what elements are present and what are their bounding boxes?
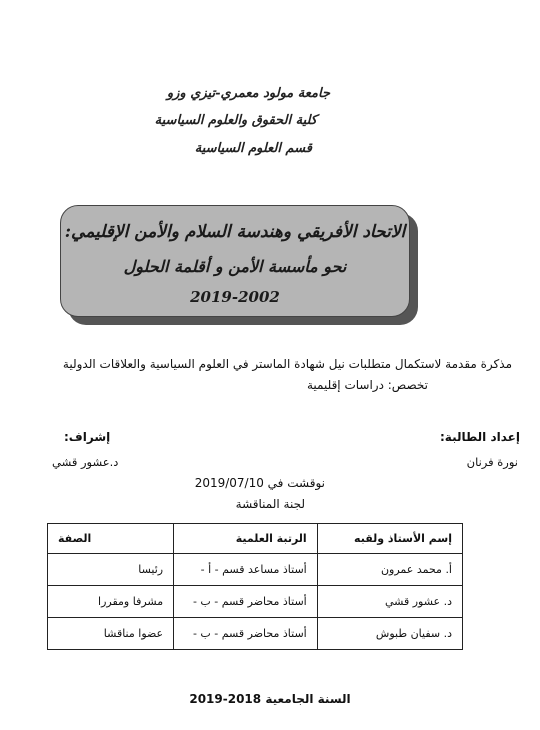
student-name: نورة فرنان: [466, 455, 518, 469]
member-rank: أستاذ محاضر قسم - ب -: [174, 618, 318, 650]
table-row: [48, 586, 463, 618]
defense-date: نوقشت في 2019/07/10: [194, 476, 325, 490]
student-label: إعداد الطالبة:: [440, 430, 520, 444]
table-row: [48, 554, 463, 586]
member-rank: أستاذ محاضر قسم - ب -: [174, 586, 318, 618]
thesis-description: مذكرة مقدمة لاستكمال متطلبات نيل شهادة الماستر في العلوم السياسية والعلاقات الدولية: [62, 357, 512, 371]
university-name: جامعة مولود معمري-تيزي وزو: [166, 86, 330, 101]
header-rank: الرتبة العلمية: [174, 524, 318, 554]
faculty-name: كلية الحقوق والعلوم السياسية: [154, 113, 317, 128]
department-name: قسم العلوم السياسية: [194, 141, 312, 156]
supervisor-label: إشراف:: [64, 430, 111, 444]
thesis-title-line1: الاتحاد الأفريقي وهندسة السلام والأمن الإقليمي:: [64, 222, 406, 242]
committee-table: [47, 523, 463, 650]
member-role: مشرفا ومقررا: [48, 586, 174, 618]
thesis-title-line2: نحو مأسسة الأمن و أقلمة الحلول: [123, 257, 347, 276]
thesis-title-years: 2019-2002: [190, 288, 280, 306]
member-name: د. عشور قشي: [317, 586, 462, 618]
member-name: أ. محمد عمرون: [317, 554, 462, 586]
member-role: عضوا مناقشا: [48, 618, 174, 650]
academic-year: السنة الجامعية 2018-2019: [189, 692, 351, 706]
header-role: الصفة: [48, 524, 174, 554]
specialization: تخصص: دراسات إقليمية: [306, 378, 428, 392]
committee-title: لجنة المناقشة: [235, 497, 305, 511]
table-row: [48, 618, 463, 650]
table-header-row: [48, 524, 463, 554]
header-name: إسم الأستاذ ولقبه: [317, 524, 462, 554]
member-name: د. سفيان طبوش: [317, 618, 462, 650]
supervisor-name: د.عشور قشي: [52, 455, 119, 469]
member-role: رئيسا: [48, 554, 174, 586]
member-rank: أستاذ مساعد قسم - أ -: [174, 554, 318, 586]
